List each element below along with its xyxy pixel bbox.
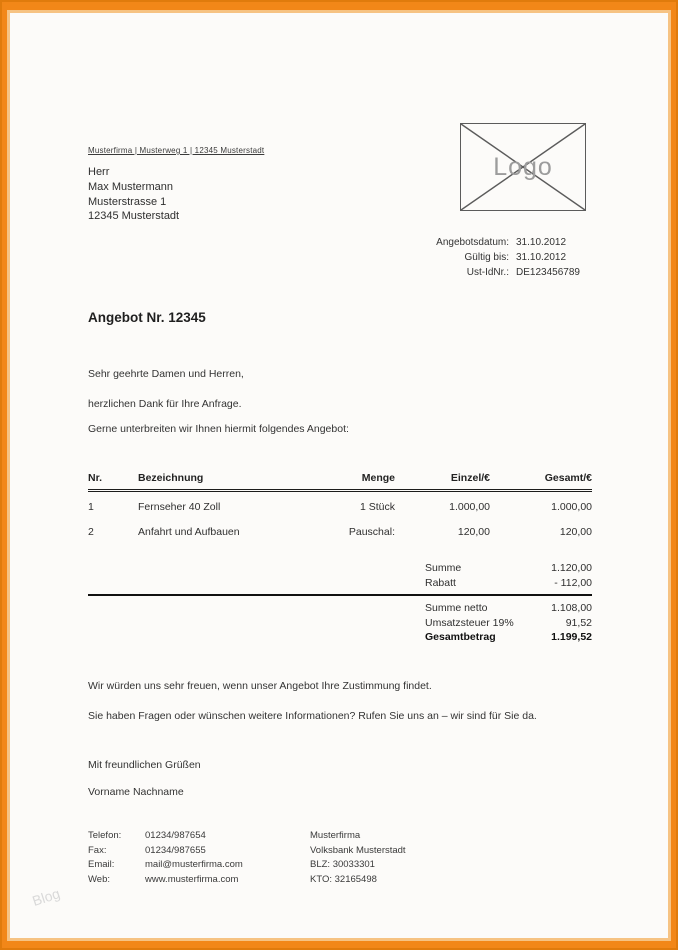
header-divider — [88, 489, 592, 492]
cell-nr: 2 — [88, 526, 94, 538]
meta-row-valid-until — [430, 250, 592, 265]
paper-sheet — [10, 13, 668, 938]
meta-label: Gültig bis: — [464, 252, 509, 263]
footer-label: Email: — [88, 859, 115, 870]
totals-value: 1.108,00 — [551, 602, 592, 614]
col-header-bezeichnung: Bezeichnung — [138, 472, 204, 484]
table-row — [88, 501, 592, 513]
intro-paragraph: Gerne unterbreiten wir Ihnen hiermit folgendes Angebot: — [88, 423, 349, 435]
footer-label: Web: — [88, 873, 111, 885]
cell-menge: Pauschal: — [348, 526, 395, 538]
totals-label: Gesamtbetrag — [425, 631, 496, 643]
cell-menge: 1 Stück — [359, 501, 395, 513]
totals-value: - 112,00 — [554, 576, 592, 589]
meta-row-date — [430, 235, 592, 250]
totals-label: Summe netto — [425, 602, 488, 614]
totals-value: 1.199,52 — [551, 631, 592, 643]
sender-address-line: Musterfirma | Musterweg 1 | 12345 Musterstadt — [88, 146, 265, 155]
cell-gesamt: 120,00 — [559, 526, 592, 538]
items-table — [88, 472, 592, 538]
footer-value: 01234/987655 — [145, 844, 206, 856]
footer-label: Fax: — [88, 844, 107, 856]
table-row — [88, 526, 592, 538]
meta-label: Ust-IdNr.: — [466, 267, 509, 278]
footer-value: 01234/987654 — [145, 830, 206, 841]
footer-kto: KTO: 32165498 — [310, 873, 377, 885]
cell-bezeichnung: Fernseher 40 Zoll — [138, 501, 221, 513]
intro-paragraph: herzlichen Dank für Ihre Anfrage. — [88, 398, 242, 410]
meta-value: 31.10.2012 — [516, 252, 567, 263]
col-header-einzel: Einzel/€ — [450, 472, 490, 484]
logo-label: Logo — [493, 152, 553, 181]
totals-divider — [88, 594, 592, 596]
totals-row-netto — [88, 601, 592, 616]
cell-einzel: 120,00 — [457, 526, 490, 538]
recipient-salutation: Herr — [88, 166, 110, 178]
recipient-city: 12345 Musterstadt — [88, 210, 180, 223]
totals-row-ust — [88, 616, 592, 631]
closing-line: Mit freundlichen Grüßen — [88, 759, 201, 771]
cell-gesamt: 1.000,00 — [551, 501, 592, 513]
meta-value: DE123456789 — [516, 267, 580, 278]
footer-row-email — [88, 858, 243, 873]
footer-bank-block — [310, 829, 406, 887]
totals-row-rabatt — [88, 576, 592, 591]
col-header-nr: Nr. — [88, 472, 103, 484]
cell-nr: 1 — [88, 501, 94, 513]
meta-row-vat-id — [430, 265, 592, 280]
totals-block — [88, 561, 592, 645]
totals-row-summe — [88, 561, 592, 576]
totals-label: Rabatt — [425, 576, 456, 589]
intro-paragraph: Sehr geehrte Damen und Herren, — [88, 368, 244, 380]
logo-placeholder — [460, 123, 586, 211]
footer-contact-block — [88, 829, 243, 887]
cell-einzel: 1.000,00 — [449, 501, 490, 513]
outro-paragraph: Wir würden uns sehr freuen, wenn unser Angebot Ihre Zustimmung findet. — [88, 680, 432, 692]
recipient-street: Musterstrasse 1 — [88, 195, 167, 208]
footer-company-name: Musterfirma — [310, 830, 361, 841]
footer-bank-name: Volksbank Musterstadt — [310, 844, 406, 856]
footer-value: www.musterfirma.com — [145, 873, 239, 885]
outro-paragraph: Sie haben Fragen oder wünschen weitere Informationen? Rufen Sie uns an – wir sind für Sie da. — [88, 710, 537, 722]
footer-row-web — [88, 873, 243, 888]
totals-label: Summe — [425, 562, 462, 574]
items-table-header — [88, 472, 592, 484]
cell-bezeichnung: Anfahrt und Aufbauen — [138, 526, 240, 538]
document-title: Angebot Nr. 12345 — [88, 310, 206, 325]
footer-row-fax — [88, 844, 243, 859]
totals-row-gesamtbetrag — [88, 630, 592, 645]
footer-label: Telefon: — [88, 830, 122, 841]
meta-label: Angebotsdatum: — [436, 237, 509, 248]
watermark: Blog — [30, 885, 62, 909]
totals-value: 91,52 — [565, 616, 592, 629]
footer-blz: BLZ: 30033301 — [310, 859, 375, 870]
col-header-gesamt: Gesamt/€ — [544, 472, 592, 484]
footer-value: mail@musterfirma.com — [145, 859, 243, 870]
footer-row-telefon — [88, 829, 243, 844]
signature-name: Vorname Nachname — [88, 786, 184, 798]
totals-value: 1.120,00 — [551, 562, 592, 574]
col-header-menge: Menge — [361, 472, 395, 484]
recipient-address-block — [88, 165, 179, 224]
offer-meta-block — [430, 235, 592, 280]
meta-value: 31.10.2012 — [516, 237, 567, 248]
recipient-name: Max Mustermann — [88, 180, 173, 193]
totals-label: Umsatzsteuer 19% — [425, 616, 514, 629]
